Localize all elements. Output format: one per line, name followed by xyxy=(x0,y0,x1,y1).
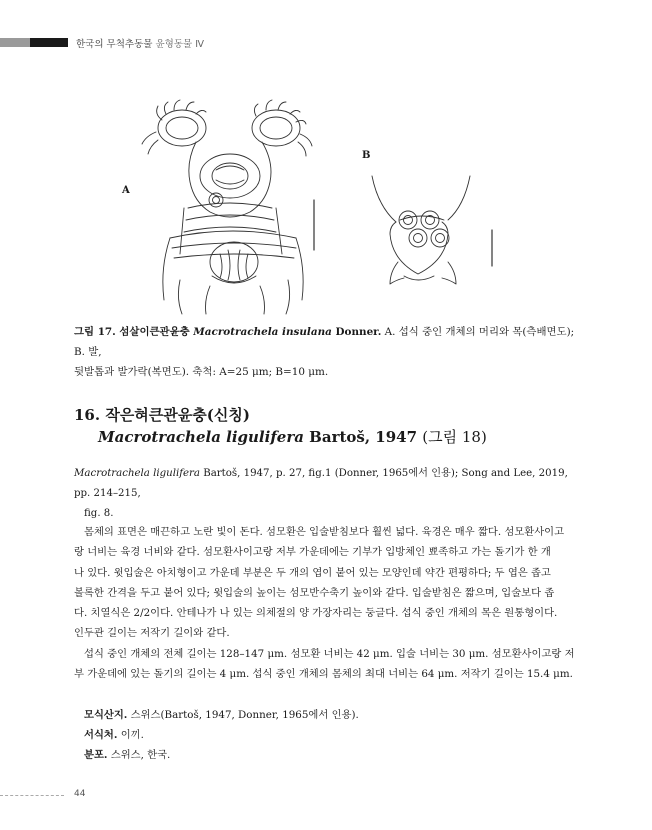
figure-caption xyxy=(74,322,576,382)
running-title: 한국의 무척추동물 xyxy=(76,39,153,50)
header-bar-gray xyxy=(0,38,30,47)
citation-species: Macrotrachela ligulifera xyxy=(74,468,200,479)
description-line: 볼록한 간격을 두고 붙어 있다; 윗입술의 높이는 섬모반수축기 높이와 같다. 입술받침은 짧으며, 입술보다 좁 xyxy=(74,586,555,599)
measurement-line: 섭식 중인 개체의 전체 길이는 128–147 μm. 섬모환 너비는 42 μm. 입술 너비는 30 μm. 섬모환사이고랑 저 xyxy=(84,648,575,660)
type-locality-label: 모식산지. xyxy=(84,709,128,721)
distribution-value: 스위스, 한국. xyxy=(107,749,171,761)
caption-figure-number: 그림 17. 섬살이큰관윤충 xyxy=(74,326,194,338)
habitat-value: 이끼. xyxy=(117,729,144,741)
figure-label-a: A xyxy=(122,185,130,196)
section-figure-ref: (그림 18) xyxy=(422,428,487,446)
caption-text-line1: A. 섭식 중인 개체의 머리와 목(측배면도); B. 발, xyxy=(74,326,575,358)
section-heading xyxy=(74,404,594,448)
type-locality xyxy=(84,705,564,725)
drawing-b xyxy=(372,176,492,284)
measurements-paragraph xyxy=(74,644,578,685)
description-line: 나 있다. 윗입술은 아치형이고 가운데 부분은 두 개의 엽이 붙어 있는 모양인데 약간 편평하다; 두 엽은 좁고 xyxy=(74,566,551,579)
page-number: 44 xyxy=(74,789,86,799)
caption-author: Donner. xyxy=(331,326,382,338)
description-line: 인두관 길이는 저작기 길이와 같다. xyxy=(74,627,230,640)
footer-rule xyxy=(0,795,64,796)
distribution-label: 분포. xyxy=(84,749,108,761)
caption-text-line2: 뒷발톱과 발가락(복면도). 축척: A=25 μm; B=10 μm. xyxy=(74,366,329,378)
type-locality-value: 스위스(Bartoš, 1947, Donner, 1965에서 인용). xyxy=(127,709,359,721)
description-line: 몸체의 표면은 매끈하고 노란 빛이 돈다. 섬모환은 입술받침보다 훨씬 넓다. 육경은 매우 짧다. 섬모환사이고 xyxy=(84,526,565,538)
citation-line1: Bartoš, 1947, p. 27, fig.1 (Donner, 1965에서 인용); Song and Lee, 2019, pp. 214–215, xyxy=(74,468,568,499)
drawing-a xyxy=(142,100,314,314)
habitat xyxy=(84,725,564,745)
figure-illustration xyxy=(100,80,570,320)
running-head xyxy=(76,36,204,50)
running-subtitle: 윤형동물 Ⅳ xyxy=(155,39,204,50)
section-author: Bartoš, 1947 xyxy=(303,428,423,446)
rotifer-drawing xyxy=(100,80,570,320)
figure-label-b: B xyxy=(362,150,371,161)
habitat-label: 서식처. xyxy=(84,729,118,741)
section-number-title: 16. 작은혀큰관윤충(신칭) xyxy=(74,406,250,424)
citation-line2: fig. 8. xyxy=(84,508,114,519)
description-paragraph xyxy=(74,522,578,644)
description-line: 랑 너비는 육경 너비와 같다. 섬모환사이고랑 저부 가운데에는 기부가 입방체인 뾰족하고 가는 돌기가 한 개 xyxy=(74,546,551,559)
distribution xyxy=(84,745,564,765)
section-species: Macrotrachela ligulifera xyxy=(98,428,304,446)
caption-species: Macrotrachela insulana xyxy=(193,326,332,338)
synonymy-citation xyxy=(74,464,578,524)
measurement-line: 부 가운데에 있는 돌기의 길이는 4 μm. 섭식 중인 개체의 몸체의 최대 너비는 64 μm. 저작기 길이는 15.4 μm. xyxy=(74,668,573,681)
description-line: 다. 치열식은 2/2이다. 안테나가 나 있는 의체절의 양 가장자리는 둥글다. 섭식 중인 개체의 목은 원통형이다. xyxy=(74,607,558,620)
header-bar-black xyxy=(30,38,68,47)
